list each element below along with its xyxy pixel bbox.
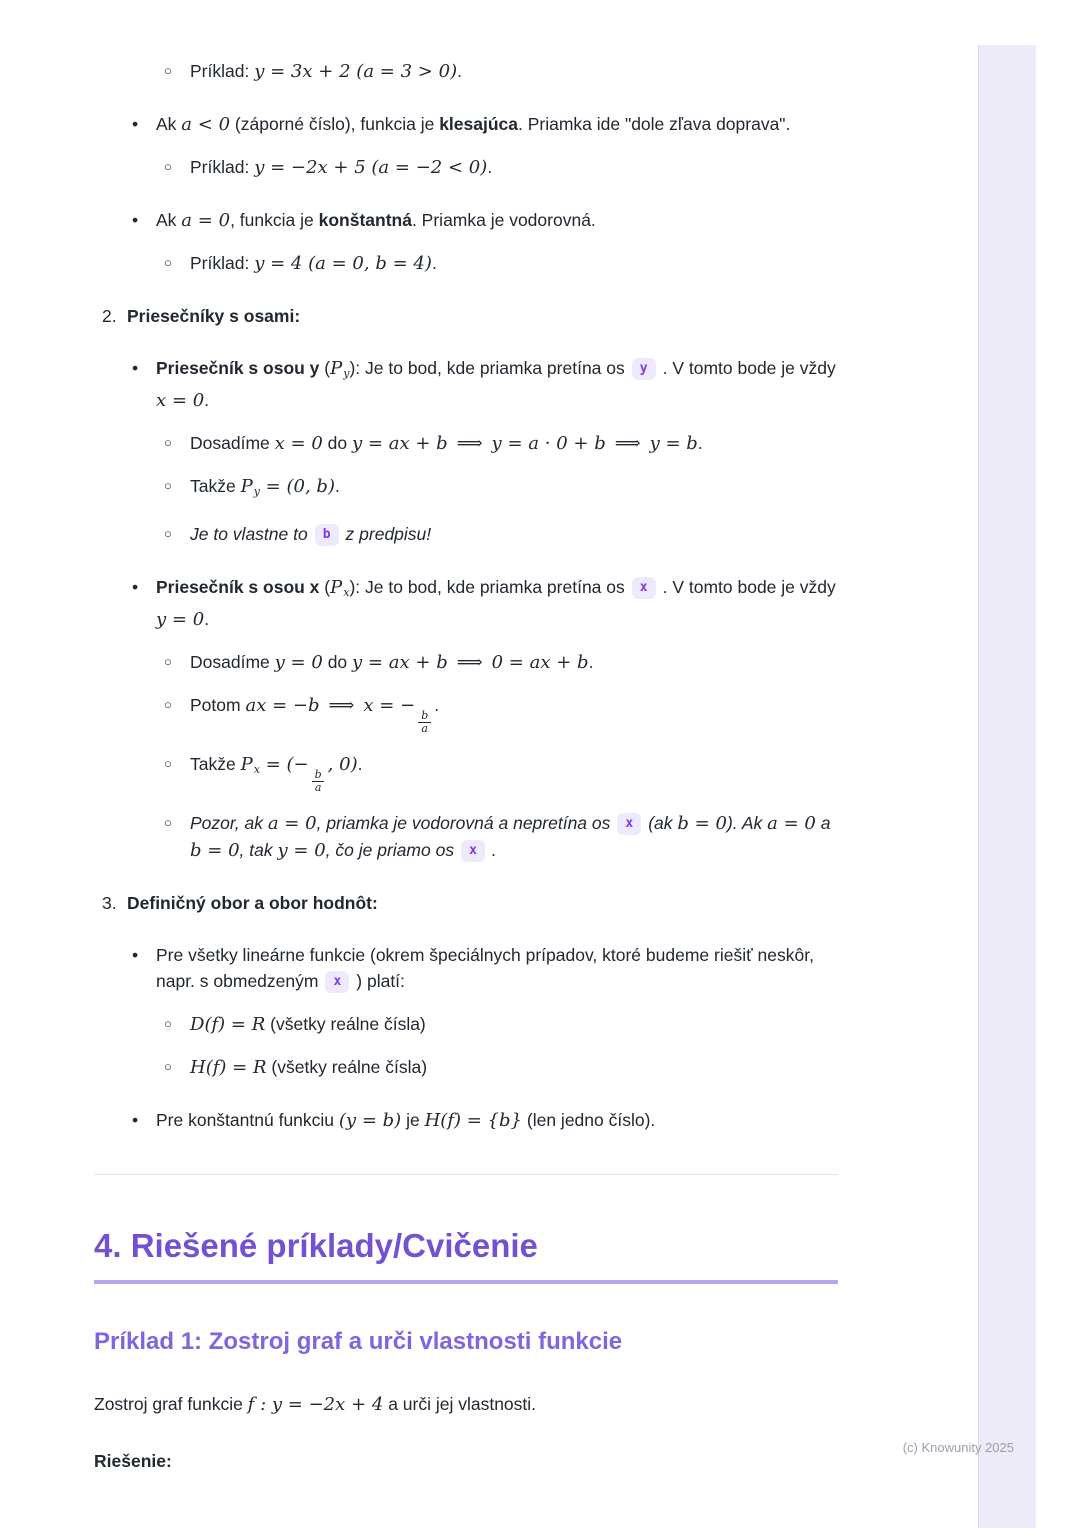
text-segment: y = ax + b ⟹ 0 = ax + b bbox=[352, 652, 589, 673]
fraction-denominator: a bbox=[312, 781, 325, 794]
text-segment: Zostroj graf funkcie bbox=[94, 1394, 248, 1415]
text-segment: . bbox=[431, 253, 437, 273]
line-content bbox=[156, 114, 790, 134]
divider bbox=[94, 1174, 838, 1175]
text-segment: b = 0 bbox=[677, 813, 727, 834]
text-segment: Potom bbox=[190, 695, 246, 715]
page-edge-strip bbox=[978, 45, 1036, 1528]
text-segment: ( bbox=[319, 577, 331, 597]
text-segment: Pozor, ak bbox=[190, 813, 268, 833]
text-segment: . Priamka ide "dole zľava doprava". bbox=[518, 114, 791, 134]
inline-code-badge: b bbox=[315, 524, 339, 546]
text-segment: . bbox=[334, 476, 340, 496]
circle-marker: ○ bbox=[164, 697, 172, 712]
text-segment: y bbox=[343, 367, 350, 380]
line-content bbox=[190, 695, 440, 735]
line-content bbox=[156, 358, 836, 410]
text-segment: . bbox=[697, 433, 703, 453]
sub-list-item bbox=[94, 1054, 838, 1081]
circle-marker: ○ bbox=[164, 435, 172, 450]
text-segment: a = 0 bbox=[267, 813, 317, 834]
text-segment: , funkcia je bbox=[230, 210, 319, 230]
text-segment: Je to vlastne to bbox=[190, 524, 308, 544]
line-content bbox=[190, 433, 703, 453]
text-segment: . bbox=[204, 390, 210, 410]
text-segment: y = −2x + 5 (a = −2 < 0) bbox=[254, 157, 488, 178]
text-segment: ) platí: bbox=[356, 971, 405, 991]
bullet-marker: • bbox=[132, 114, 139, 134]
text-segment: Pre konštantnú funkciu bbox=[156, 1110, 339, 1130]
text-segment: . bbox=[357, 754, 363, 774]
line-content bbox=[127, 306, 300, 326]
sub-list-item bbox=[94, 473, 838, 505]
text-segment: Riešenie: bbox=[94, 1451, 172, 1472]
text-segment: P bbox=[330, 358, 343, 379]
text-segment: ). Ak bbox=[726, 813, 768, 833]
text-segment: y = 4 (a = 0, b = 4) bbox=[254, 253, 432, 274]
text-segment: x bbox=[253, 763, 260, 776]
sub-list-item bbox=[94, 810, 838, 864]
text-segment: (všetky reálne čísla) bbox=[265, 1014, 426, 1034]
text-segment: y = 0 bbox=[274, 652, 323, 673]
text-segment: Definičný obor a obor hodnôt: bbox=[127, 893, 378, 913]
circle-marker: ○ bbox=[164, 159, 172, 174]
text-segment: (záporné číslo), funkcia je bbox=[230, 114, 440, 134]
circle-marker: ○ bbox=[164, 526, 172, 541]
inline-code-badge: x bbox=[617, 813, 641, 835]
sub-list-item bbox=[94, 751, 838, 794]
text-segment: ax = −b ⟹ x = − bbox=[245, 695, 416, 716]
inline-code-badge: x bbox=[325, 971, 349, 993]
text-segment: f : y = −2x + 4 bbox=[247, 1394, 384, 1416]
text-segment: (všetky reálne čísla) bbox=[266, 1057, 428, 1077]
document-content bbox=[94, 58, 838, 1474]
text-segment: , čo je priamo os bbox=[325, 840, 455, 860]
text-segment: (len jedno číslo). bbox=[522, 1110, 656, 1130]
line-content bbox=[190, 476, 340, 496]
paragraph bbox=[94, 1391, 838, 1418]
text-segment: y = 3x + 2 (a = 3 > 0) bbox=[254, 61, 458, 82]
text-segment: P bbox=[240, 476, 253, 497]
bullet-marker: • bbox=[132, 210, 139, 230]
text-segment: . bbox=[457, 61, 462, 81]
text-segment: a = 0 bbox=[767, 813, 816, 834]
text-segment: Takže bbox=[190, 476, 241, 496]
line-content bbox=[190, 813, 831, 860]
text-segment: Príklad: bbox=[190, 253, 255, 273]
line-content bbox=[190, 253, 437, 273]
sub-list-item bbox=[94, 521, 838, 548]
line-content bbox=[127, 893, 378, 913]
list-item bbox=[94, 942, 838, 995]
text-segment: D(f) = R bbox=[190, 1014, 266, 1035]
numbered-item bbox=[94, 890, 838, 916]
bullet-marker: • bbox=[132, 577, 139, 597]
inline-code-badge: x bbox=[632, 577, 656, 599]
text-segment: a bbox=[815, 813, 831, 833]
text-segment: Priesečníky s osami: bbox=[127, 306, 301, 326]
text-segment: Takže bbox=[190, 754, 241, 774]
text-segment: y = 0 bbox=[156, 609, 205, 630]
text-segment: . V tomto bode je vždy bbox=[662, 358, 836, 378]
line-content bbox=[190, 524, 431, 544]
text-segment: ( bbox=[319, 358, 331, 378]
bullet-marker: • bbox=[132, 945, 139, 965]
text-segment: H(f) = R bbox=[190, 1057, 267, 1078]
line-content bbox=[190, 754, 363, 794]
line-content bbox=[156, 1110, 655, 1130]
numbered-item bbox=[94, 303, 838, 329]
text-segment: (y = b) bbox=[338, 1110, 402, 1131]
text-segment: ): Je to bod, kde priamka pretína os bbox=[349, 577, 625, 597]
circle-marker: ○ bbox=[164, 654, 172, 669]
section-heading: 4. Riešené príklady/Cvičenie bbox=[94, 1225, 838, 1284]
bullet-marker: • bbox=[132, 1110, 139, 1130]
list-item bbox=[94, 355, 838, 414]
line-content bbox=[94, 1394, 536, 1414]
text-segment: . V tomto bode je vždy bbox=[662, 577, 836, 597]
sub-list-item bbox=[94, 1011, 838, 1038]
text-segment: Priesečník s osou y bbox=[156, 358, 320, 378]
math-fraction bbox=[418, 710, 431, 735]
circle-marker: ○ bbox=[164, 756, 172, 771]
text-segment: Príklad: bbox=[190, 157, 255, 177]
line-content bbox=[190, 1014, 426, 1034]
text-segment: . bbox=[588, 652, 594, 672]
circle-marker: ○ bbox=[164, 63, 172, 78]
text-segment: Pre všetky lineárne funkcie (okrem špeciálnych prípadov, ktoré budeme riešiť neskôr, napr. s obmedzeným bbox=[156, 945, 814, 991]
text-segment: a urči jej vlastnosti. bbox=[383, 1394, 537, 1415]
text-segment: Priesečník s osou x bbox=[156, 577, 320, 597]
sub-list-item bbox=[94, 430, 838, 457]
text-segment: b = 0 bbox=[190, 840, 240, 861]
text-segment: Ak bbox=[156, 210, 182, 230]
circle-marker: ○ bbox=[164, 255, 172, 270]
inline-code-badge: y bbox=[632, 358, 656, 380]
circle-marker: ○ bbox=[164, 478, 172, 493]
text-segment: konštantná bbox=[318, 210, 412, 230]
fraction-denominator: a bbox=[418, 722, 431, 735]
text-segment: , tak bbox=[239, 840, 278, 860]
sub-list-item bbox=[94, 692, 838, 735]
list-item bbox=[94, 207, 838, 234]
number-marker: 3. bbox=[102, 893, 117, 913]
text-segment: P bbox=[330, 577, 343, 598]
inline-code-badge: x bbox=[461, 840, 485, 862]
text-segment: . bbox=[434, 695, 440, 715]
number-marker: 2. bbox=[102, 306, 117, 326]
line-content bbox=[156, 577, 836, 629]
line-content bbox=[190, 157, 492, 177]
text-segment: = (0, b) bbox=[259, 476, 335, 497]
text-segment: z predpisu! bbox=[345, 524, 432, 544]
text-segment: (ak bbox=[648, 813, 678, 833]
sub-list-item bbox=[94, 250, 838, 277]
watermark: (c) Knowunity 2025 bbox=[902, 1440, 1014, 1455]
line-content bbox=[190, 61, 462, 81]
line-content bbox=[156, 210, 596, 230]
text-segment: . bbox=[487, 157, 493, 177]
sub-list-item bbox=[94, 58, 838, 85]
line-content bbox=[156, 945, 814, 991]
text-segment: , 0) bbox=[327, 754, 358, 775]
text-segment: . Priamka je vodorovná. bbox=[411, 210, 596, 230]
text-segment: je bbox=[401, 1110, 425, 1130]
text-segment: x = 0 bbox=[156, 390, 205, 411]
sub-list-item bbox=[94, 649, 838, 676]
circle-marker: ○ bbox=[164, 1059, 172, 1074]
text-segment: Dosadíme bbox=[190, 652, 275, 672]
text-segment: y = ax + b ⟹ y = a · 0 + b ⟹ y = b bbox=[352, 433, 698, 454]
circle-marker: ○ bbox=[164, 815, 172, 830]
list-item bbox=[94, 1107, 838, 1134]
fraction-numerator: b bbox=[314, 768, 322, 781]
list-item bbox=[94, 574, 838, 633]
bullet-marker: • bbox=[132, 358, 139, 378]
text-segment: Ak bbox=[156, 114, 182, 134]
subsection-heading: Príklad 1: Zostroj graf a urči vlastnosti funkcie bbox=[94, 1328, 623, 1356]
text-segment: . bbox=[204, 609, 210, 629]
text-segment: do bbox=[322, 433, 352, 453]
line-content bbox=[190, 652, 593, 672]
text-segment: y bbox=[253, 485, 260, 498]
text-segment: x = 0 bbox=[274, 433, 323, 454]
list-item bbox=[94, 111, 838, 138]
text-segment: H(f) = {b} bbox=[424, 1110, 523, 1131]
text-segment: a = 0 bbox=[181, 210, 231, 231]
text-segment: = (− bbox=[259, 754, 309, 775]
text-segment: Príklad: bbox=[190, 61, 255, 81]
circle-marker: ○ bbox=[164, 1016, 172, 1031]
paragraph-bold bbox=[94, 1448, 838, 1474]
text-segment: x bbox=[343, 586, 350, 599]
text-segment: , priamka je vodorovná a nepretína os bbox=[316, 813, 611, 833]
text-segment: y = 0 bbox=[277, 840, 326, 861]
text-segment: a < 0 bbox=[181, 114, 231, 135]
line-content bbox=[94, 1451, 172, 1471]
text-segment: Dosadíme bbox=[190, 433, 275, 453]
text-segment: . bbox=[491, 840, 497, 860]
text-segment: ): Je to bod, kde priamka pretína os bbox=[349, 358, 625, 378]
text-segment: klesajúca bbox=[439, 114, 518, 134]
line-content bbox=[190, 1057, 427, 1077]
text-segment: do bbox=[322, 652, 353, 672]
text-segment: P bbox=[240, 754, 253, 775]
math-fraction bbox=[312, 769, 325, 794]
sub-list-item bbox=[94, 154, 838, 181]
fraction-numerator: b bbox=[421, 709, 429, 722]
